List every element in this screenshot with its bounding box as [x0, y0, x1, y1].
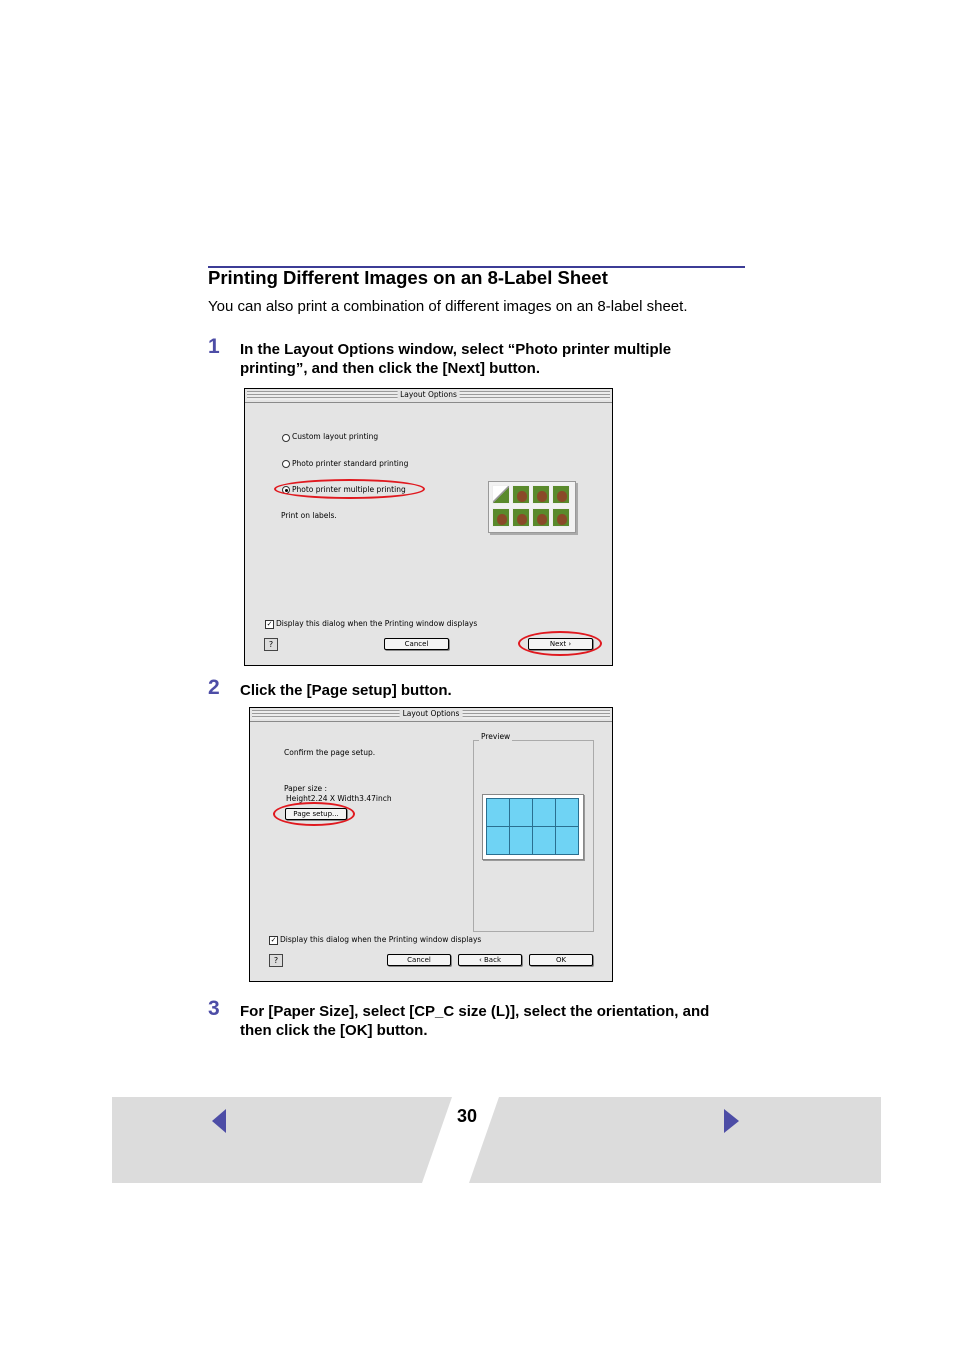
- cancel-button[interactable]: Cancel: [384, 638, 449, 650]
- step-text-line: For [Paper Size], select [CP_C size (L)], select the orientation, and: [240, 1003, 710, 1020]
- page-number: 30: [456, 1106, 478, 1126]
- photo-thumbnail: [532, 485, 550, 504]
- photo-thumbnail: [552, 508, 570, 527]
- preview-sheet: [482, 794, 584, 860]
- step-text: [240, 681, 452, 700]
- preview-label-cell: [555, 798, 579, 827]
- page-setup-button[interactable]: Page setup...: [285, 808, 347, 820]
- highlight-ring: [274, 479, 425, 499]
- confirm-text: Confirm the page setup.: [284, 748, 376, 757]
- step-text-line: then click the [OK] button.: [240, 1022, 428, 1039]
- photo-thumbnail: [532, 508, 550, 527]
- help-button[interactable]: ?: [264, 638, 278, 651]
- checkbox-label: Display this dialog when the Printing window displays: [280, 935, 482, 944]
- step-text-line: printing”, and then click the [Next] button.: [240, 360, 540, 377]
- ok-button[interactable]: OK: [529, 954, 593, 966]
- photo-thumbnail: [492, 485, 510, 504]
- back-button[interactable]: ‹ Back: [458, 954, 522, 966]
- preview-label-cell: [486, 798, 510, 827]
- photo-thumbnail: [512, 485, 530, 504]
- dialog-title: Layout Options: [397, 389, 460, 401]
- dialog-titlebar[interactable]: [252, 710, 610, 719]
- photo-thumbnails: [488, 481, 576, 533]
- next-button[interactable]: Next ›: [528, 638, 593, 650]
- preview-label-cell: [486, 826, 510, 855]
- preview-label: Preview: [481, 732, 511, 741]
- radio-custom-layout[interactable]: [282, 434, 290, 442]
- cancel-button[interactable]: Cancel: [387, 954, 451, 966]
- preview-label-cell: [509, 826, 533, 855]
- footer-nav: [112, 1097, 881, 1183]
- next-page-panel[interactable]: [469, 1097, 881, 1183]
- prev-page-panel[interactable]: [112, 1097, 452, 1183]
- layout-options-dialog-page-setup: [249, 707, 613, 982]
- layout-options-dialog: [244, 388, 613, 666]
- radio-standard-printing[interactable]: [282, 460, 290, 468]
- option-label: Custom layout printing: [292, 432, 379, 441]
- paper-size-value: Height2.24 X Width3.47inch: [286, 794, 392, 803]
- option-label: Photo printer multiple printing: [292, 485, 406, 494]
- checkbox-label: Display this dialog when the Printing window displays: [276, 619, 478, 628]
- preview-label-cell: [532, 798, 556, 827]
- description-text: Print on labels.: [281, 511, 337, 520]
- title-separator: [250, 721, 612, 722]
- intro-text: You can also print a combination of different images on an 8-label sheet.: [208, 298, 688, 315]
- photo-thumbnail: [492, 508, 510, 527]
- preview-label-cell: [555, 826, 579, 855]
- step-number: 1: [208, 335, 220, 358]
- section-title: Printing Different Images on an 8-Label Sheet: [208, 267, 608, 288]
- step-number: 2: [208, 676, 220, 699]
- photo-thumbnail: [512, 508, 530, 527]
- step-number: 3: [208, 997, 220, 1020]
- dialog-titlebar[interactable]: [247, 391, 610, 400]
- step-text-line: Click the [Page setup] button.: [240, 682, 452, 699]
- preview-label-cell: [509, 798, 533, 827]
- title-separator: [245, 402, 612, 403]
- help-button[interactable]: ?: [269, 954, 283, 967]
- display-dialog-checkbox[interactable]: ✓: [266, 620, 273, 628]
- option-label: Photo printer standard printing: [292, 459, 409, 468]
- paper-size-label: Paper size :: [284, 784, 328, 793]
- step-text-line: In the Layout Options window, select “Photo printer multiple: [240, 341, 672, 358]
- photo-thumbnail: [552, 485, 570, 504]
- display-dialog-checkbox[interactable]: ✓: [270, 936, 277, 944]
- preview-label-cell: [532, 826, 556, 855]
- step-text: [240, 340, 671, 378]
- highlight-ring: [518, 631, 602, 656]
- dialog-title: Layout Options: [400, 708, 463, 720]
- highlight-ring: [273, 802, 355, 826]
- step-text: [240, 1002, 709, 1040]
